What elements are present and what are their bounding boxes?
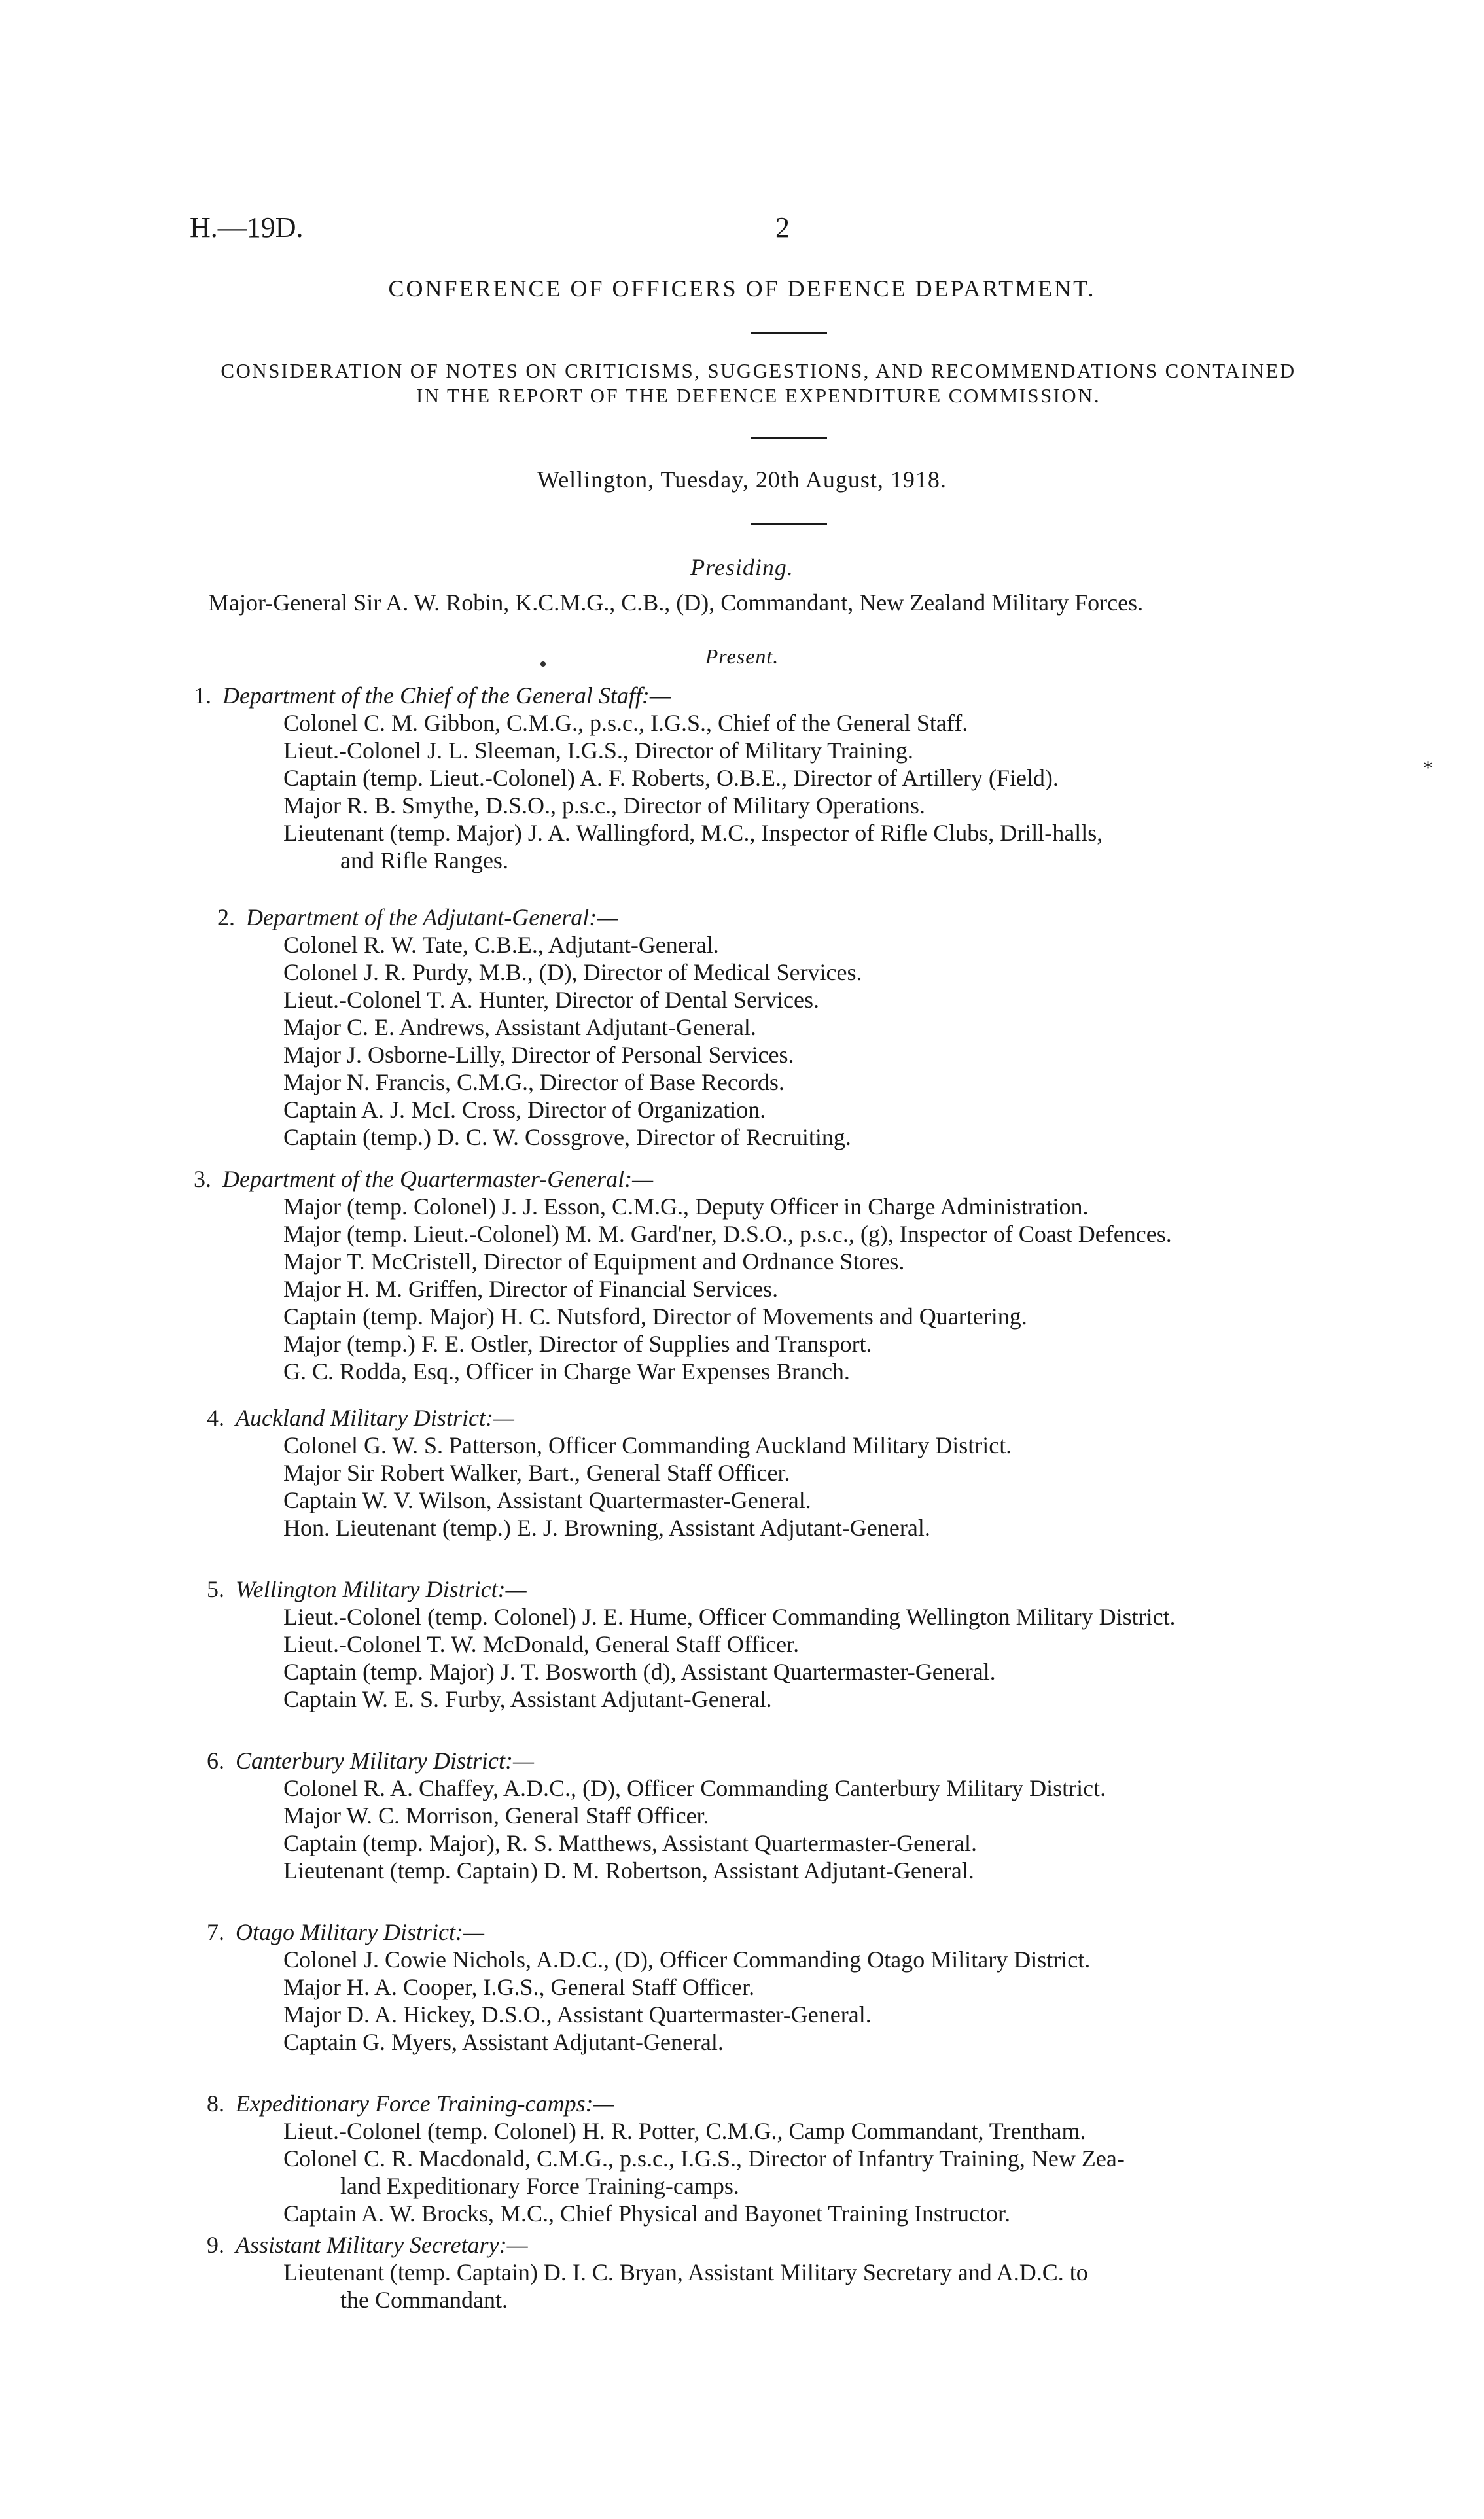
attendee-line: Major N. Francis, C.M.G., Director of Base Records. — [283, 1069, 785, 1095]
section-title: Otago Military District:— — [236, 1919, 484, 1945]
section-heading — [207, 2231, 528, 2259]
attendee-line: Captain W. E. S. Furby, Assistant Adjutant-General. — [283, 1686, 772, 1712]
attendee-line: Major J. Osborne-Lilly, Director of Personal Services. — [283, 1042, 794, 1068]
section-number: 8. — [207, 2090, 224, 2117]
attendee-line-continuation: the Commandant. — [340, 2287, 508, 2313]
section-heading — [207, 1747, 534, 1774]
divider-rule — [751, 523, 827, 525]
attendee-line: Captain (temp. Major), R. S. Matthews, Assistant Quartermaster-General. — [283, 1830, 978, 1856]
attendee-line: Captain A. W. Brocks, M.C., Chief Physical and Bayonet Training Instructor. — [283, 2200, 1010, 2227]
attendee-line: Major (temp.) F. E. Ostler, Director of Supplies and Transport. — [283, 1331, 872, 1357]
attendee-line: Lieut.-Colonel T. W. McDonald, General Staff Officer. — [283, 1631, 800, 1657]
attendee-line: Colonel C. M. Gibbon, C.M.G., p.s.c., I.G.S., Chief of the General Staff. — [283, 710, 968, 736]
section-title: Auckland Military District:— — [236, 1405, 514, 1431]
attendee-line: G. C. Rodda, Esq., Officer in Charge War Expenses Branch. — [283, 1358, 850, 1384]
section-heading — [207, 2090, 614, 2117]
divider-rule — [751, 437, 827, 439]
attendee-line: Major W. C. Morrison, General Staff Officer. — [283, 1803, 709, 1829]
attendee-line: Colonel R. W. Tate, C.B.E., Adjutant-General. — [283, 932, 719, 958]
section-title: Department of the Adjutant-General:— — [246, 904, 618, 930]
attendee-line: Captain A. J. McI. Cross, Director of Organization. — [283, 1097, 766, 1123]
divider-rule — [751, 332, 827, 334]
section-heading — [194, 1165, 653, 1193]
attendee-line: Major (temp. Lieut.-Colonel) M. M. Gard'ner, D.S.O., p.s.c., (g), Inspector of Coast Defences. — [283, 1221, 1172, 1247]
attendee-line: Lieut.-Colonel (temp. Colonel) J. E. Hume, Officer Commanding Wellington Military District. — [283, 1604, 1176, 1630]
attendee-line: Major R. B. Smythe, D.S.O., p.s.c., Director of Military Operations. — [283, 792, 925, 819]
attendee-line: Colonel R. A. Chaffey, A.D.C., (D), Officer Commanding Canterbury Military District. — [283, 1775, 1106, 1801]
section-heading — [207, 1576, 527, 1603]
page-number: 2 — [775, 211, 790, 243]
attendee-line: Captain (temp. Lieut.-Colonel) A. F. Roberts, O.B.E., Director of Artillery (Field). — [283, 765, 1059, 791]
attendee-line: Major H. A. Cooper, I.G.S., General Staff Officer. — [283, 1974, 755, 2000]
attendee-line: Major D. A. Hickey, D.S.O., Assistant Quartermaster-General. — [283, 2001, 872, 2028]
attendee-line: Colonel J. R. Purdy, M.B., (D), Director of Medical Services. — [283, 959, 862, 985]
document-reference: H.—19D. — [190, 211, 304, 243]
subtitle-line-2: IN THE REPORT OF THE DEFENCE EXPENDITURE COMMISSION. — [415, 384, 1101, 407]
attendee-line: Major T. McCristell, Director of Equipment and Ordnance Stores. — [283, 1248, 905, 1275]
section-number: 4. — [207, 1405, 224, 1431]
attendee-line: Captain (temp. Major) J. T. Bosworth (d), Assistant Quartermaster-General. — [283, 1659, 996, 1685]
section-heading — [194, 682, 671, 709]
attendee-line: Captain (temp. Major) H. C. Nutsford, Director of Movements and Quartering. — [283, 1303, 1027, 1330]
present-heading: Present. — [705, 644, 779, 668]
section-title: Canterbury Military District:— — [236, 1748, 534, 1774]
attendee-line: Captain (temp.) D. C. W. Cossgrove, Director of Recruiting. — [283, 1124, 851, 1150]
attendee-line: Lieutenant (temp. Captain) D. I. C. Bryan, Assistant Military Secretary and A.D.C. to — [283, 2259, 1088, 2285]
ink-speck — [540, 661, 546, 667]
section-number: 6. — [207, 1748, 224, 1774]
section-number: 9. — [207, 2232, 224, 2258]
section-number: 1. — [194, 682, 211, 709]
attendee-line: Lieut.-Colonel T. A. Hunter, Director of Dental Services. — [283, 987, 819, 1013]
section-heading — [217, 904, 618, 931]
attendee-line: Captain G. Myers, Assistant Adjutant-General. — [283, 2029, 724, 2055]
attendee-line: Colonel G. W. S. Patterson, Officer Commanding Auckland Military District. — [283, 1432, 1012, 1458]
section-title: Department of the Chief of the General Staff:— — [222, 682, 671, 709]
attendee-line: Major Sir Robert Walker, Bart., General Staff Officer. — [283, 1460, 790, 1486]
section-title: Wellington Military District:— — [236, 1576, 527, 1602]
attendee-line: Hon. Lieutenant (temp.) E. J. Browning, Assistant Adjutant-General. — [283, 1515, 930, 1541]
presiding-heading: Presiding. — [690, 554, 794, 580]
dateline: Wellington, Tuesday, 20th August, 1918. — [537, 467, 947, 493]
section-number: 3. — [194, 1166, 211, 1192]
section-title: Assistant Military Secretary:— — [236, 2232, 528, 2258]
presiding-officer: Major-General Sir A. W. Robin, K.C.M.G., C.B., (D), Commandant, New Zealand Military Forces. — [208, 590, 1144, 616]
attendee-line: Major (temp. Colonel) J. J. Esson, C.M.G., Deputy Officer in Charge Administration. — [283, 1193, 1089, 1220]
section-heading — [207, 1918, 484, 1946]
attendee-line-continuation: and Rifle Ranges. — [340, 847, 508, 873]
attendee-line: Colonel C. R. Macdonald, C.M.G., p.s.c., I.G.S., Director of Infantry Training, New Zea- — [283, 2145, 1125, 2172]
subtitle — [0, 359, 1484, 408]
attendee-line: Major C. E. Andrews, Assistant Adjutant-General. — [283, 1014, 756, 1040]
attendee-line: Captain W. V. Wilson, Assistant Quartermaster-General. — [283, 1487, 811, 1513]
attendee-line: Major H. M. Griffen, Director of Financial Services. — [283, 1276, 779, 1302]
attendee-line: Lieutenant (temp. Captain) D. M. Robertson, Assistant Adjutant-General. — [283, 1858, 974, 1884]
section-heading — [207, 1404, 514, 1432]
conference-title: CONFERENCE OF OFFICERS OF DEFENCE DEPARTMENT. — [388, 275, 1096, 302]
attendee-line: Colonel J. Cowie Nichols, A.D.C., (D), Officer Commanding Otago Military District. — [283, 1946, 1091, 1973]
section-number: 7. — [207, 1919, 224, 1945]
attendee-line-continuation: land Expeditionary Force Training-camps. — [340, 2173, 739, 2199]
attendee-line: Lieut.-Colonel J. L. Sleeman, I.G.S., Director of Military Training. — [283, 737, 913, 764]
subtitle-line-1: CONSIDERATION OF NOTES ON CRITICISMS, SUGGESTIONS, AND RECOMMENDATIONS CONTAINED — [221, 359, 1296, 382]
attendee-line: Lieutenant (temp. Major) J. A. Wallingford, M.C., Inspector of Rifle Clubs, Drill-halls, — [283, 820, 1103, 846]
attendee-line: Lieut.-Colonel (temp. Colonel) H. R. Potter, C.M.G., Camp Commandant, Trentham. — [283, 2118, 1086, 2144]
section-title: Expeditionary Force Training-camps:— — [236, 2090, 614, 2117]
margin-mark: * — [1423, 757, 1433, 779]
section-number: 2. — [217, 904, 235, 930]
section-title: Department of the Quartermaster-General:— — [222, 1166, 654, 1192]
section-number: 5. — [207, 1576, 224, 1602]
